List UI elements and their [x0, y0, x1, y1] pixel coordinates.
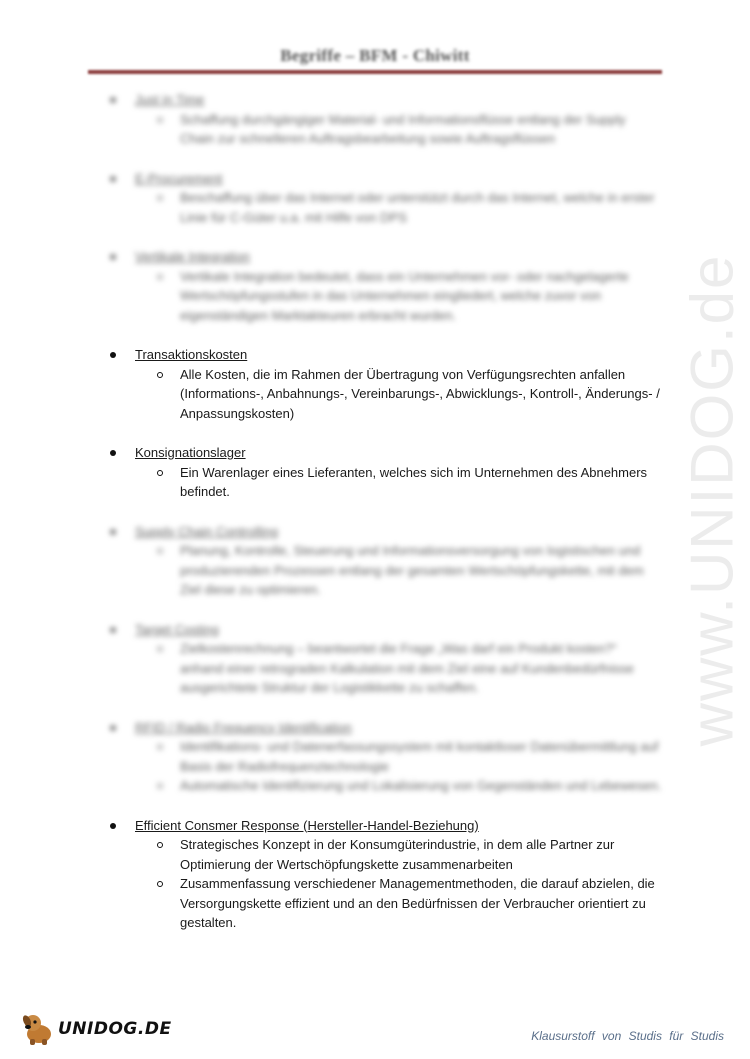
circle-bullet-icon [157, 744, 163, 750]
term-item [0, 345, 750, 423]
description-text: Zielkostenrechnung – beantwortet die Frage „Was darf ein Produkt kosten?“ anhand einer retrograden Kalkulation mit dem Ziel eine auf Kundenbedürfnisse ausgerichtete Struktur der Logistikkette zu schaffen. [180, 641, 634, 695]
term-description [0, 776, 750, 796]
description-text: Ein Warenlager eines Lieferanten, welches sich im Unternehmen des Abnehmers befindet. [180, 464, 648, 499]
bullet-icon [110, 627, 116, 633]
term-description [0, 874, 750, 933]
term-description [0, 267, 750, 326]
title-divider [88, 70, 662, 74]
bullet-icon [110, 176, 116, 182]
circle-bullet-icon [157, 195, 163, 201]
circle-bullet-icon [157, 274, 163, 280]
term-description [0, 188, 750, 227]
bullet-icon [110, 823, 116, 829]
circle-bullet-icon [157, 117, 163, 123]
term-description [0, 737, 750, 776]
circle-bullet-icon [157, 842, 163, 848]
description-text: Strategisches Konzept in der Konsumgüterindustrie, in dem alle Partner zur Optimierung der Wertschöpfungskette zusammenarbeiten [180, 837, 615, 872]
term-label: Vertikale Integration [135, 249, 250, 264]
bullet-icon [110, 254, 116, 260]
bullet-icon [110, 725, 116, 731]
term-heading [0, 443, 750, 463]
term-label: RFID / Radio Frequency Identification [135, 719, 352, 735]
term-heading [0, 169, 750, 189]
description-text: Beschaffung über das Internet oder unterstützt durch das Internet, welche in erster Linie für C-Güter u.a. mit Hilfe von DPS [180, 190, 655, 225]
term-item [0, 816, 750, 933]
term-label: Supply Chain Controlling [135, 523, 279, 539]
term-label: Transaktionskosten [135, 347, 248, 362]
term-heading [0, 620, 750, 640]
term-label: Target Costing [135, 621, 219, 637]
circle-bullet-icon [157, 548, 163, 554]
description-text: Alle Kosten, die im Rahmen der Übertragung von Verfügungsrechten anfallen (Informations-, Anbahnungs-, Vereinbarungs-, Abwicklungs-, Kontroll-, Änderungs- / Anpassungskosten) [180, 366, 660, 421]
circle-bullet-icon [157, 646, 163, 652]
circle-bullet-icon [157, 470, 163, 476]
term-item [0, 620, 750, 698]
description-text: Vertikale Integration bedeutet, dass ein Unternehmen vor- oder nachgelagerte Wertschöpfungsstufen in das Unternehmen eingliedert, welche zuvor von eigenständigen Marktakteuren erbracht wurden. [180, 268, 629, 323]
description-text: Zusammenfassung verschiedener Managementmethoden, die darauf abzielen, die Versorgungskette effizient und an den Bedürfnissen der Verbraucher orientiert zu gestalten. [180, 876, 655, 930]
term-heading [0, 345, 750, 365]
document-body [0, 90, 750, 953]
dog-icon [22, 1012, 58, 1046]
description-text: Schaffung durchgängiger Material- und Informationsflüsse entlang der Supply Chain zur schnelleren Auftragsbearbeitung sowie Auftragsflüssen [180, 111, 626, 146]
term-label: E-Procurement [135, 170, 223, 186]
watermark: www.UNIDOG.de [678, 253, 746, 747]
logo-text: UNIDOG.DE [58, 1019, 172, 1039]
term-description [0, 835, 750, 874]
term-description [0, 365, 750, 424]
page-title: Begriffe – BFM - Chiwitt [280, 46, 470, 65]
circle-bullet-icon [157, 881, 163, 887]
bullet-icon [110, 97, 116, 103]
term-description [0, 541, 750, 600]
term-label: Just in Time [135, 92, 205, 107]
term-label: Efficient Consmer Response (Hersteller-Handel-Beziehung) [135, 817, 479, 833]
description-text: Planung, Kontrolle, Steuerung und Informationsversorgung von logistischen und produzierenden Prozessen entlang der gesamten Wertschöpfungskette, mit dem Ziel diese zu optimieren. [180, 543, 644, 597]
circle-bullet-icon [157, 372, 163, 378]
description-text: Identifikations- und Datenerfassungssystem mit kontaktloser Datenübermittlung auf Basis der Radiofrequenztechnologie [180, 739, 659, 774]
term-heading [0, 816, 750, 836]
bullet-icon [110, 352, 116, 358]
term-item [0, 718, 750, 796]
term-heading [0, 522, 750, 542]
term-description [0, 110, 750, 149]
circle-bullet-icon [157, 783, 163, 789]
term-label: Konsignationslager [135, 445, 246, 460]
bullet-icon [110, 529, 116, 535]
term-heading [0, 90, 750, 110]
term-heading [0, 718, 750, 738]
term-item [0, 90, 750, 149]
term-item [0, 443, 750, 502]
term-description [0, 463, 750, 502]
term-item [0, 169, 750, 228]
description-text: Automatische Identifizierung und Lokalisierung von Gegenständen und Lebewesen. [180, 778, 662, 793]
unidog-logo [22, 1012, 172, 1046]
footer-tagline: Klausurstoff von Studis für Studis [531, 1029, 724, 1043]
term-item [0, 522, 750, 600]
term-description [0, 639, 750, 698]
term-heading [0, 247, 750, 267]
term-item [0, 247, 750, 325]
bullet-icon [110, 450, 116, 456]
